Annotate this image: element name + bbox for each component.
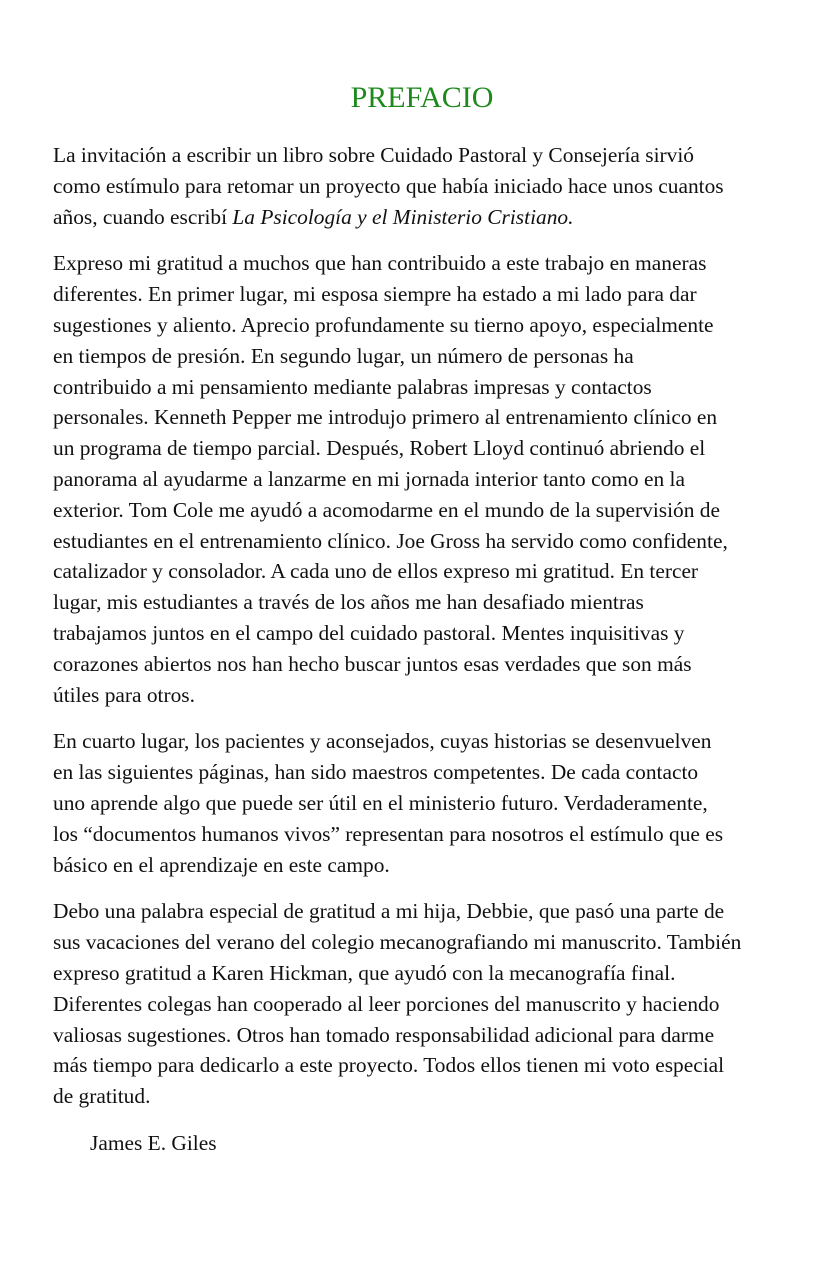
paragraph-2 (53, 248, 791, 710)
text-line: un programa de tiempo parcial. Después, Robert Lloyd continuó abriendo el (53, 436, 706, 461)
paragraph-1 (53, 140, 791, 232)
text-line: los “documentos humanos vivos” representan para nosotros el estímulo que es (53, 821, 724, 846)
text-line: estudiantes en el entrenamiento clínico. Joe Gross ha servido como confidente, (53, 528, 728, 553)
text-line: uno aprende algo que puede ser útil en el ministerio futuro. Verdaderamente, (53, 790, 708, 815)
paragraph-4 (53, 896, 791, 1112)
text-line: sus vacaciones del verano del colegio mecanografiando mi manuscrito. También (53, 930, 742, 955)
text-line: más tiempo para dedicarlo a este proyecto. Todos ellos tienen mi voto especial (53, 1053, 725, 1078)
text-line: en las siguientes páginas, han sido maestros competentes. De cada contacto (53, 760, 699, 785)
text-line: trabajamos juntos en el campo del cuidado pastoral. Mentes inquisitivas y (53, 620, 685, 645)
text-line: Expreso mi gratitud a muchos que han contribuido a este trabajo en maneras (53, 251, 707, 276)
text-line: Debo una palabra especial de gratitud a mi hija, Debbie, que pasó una parte de (53, 899, 725, 924)
text-line: exterior. Tom Cole me ayudó a acomodarme en el mundo de la supervisión de (53, 497, 720, 522)
text-line: panorama al ayudarme a lanzarme en mi jornada interior tanto como en la (53, 466, 685, 491)
text-line: La invitación a escribir un libro sobre Cuidado Pastoral y Consejería sirvió (53, 143, 694, 167)
text-line: personales. Kenneth Pepper me introdujo primero al entrenamiento clínico en (53, 405, 718, 430)
text-line: útiles para otros. (53, 682, 195, 707)
text-line: como estímulo para retomar un proyecto que había iniciado hace unos cuantos (53, 173, 724, 198)
author-signature: James E. Giles (90, 1130, 217, 1155)
text-line: diferentes. En primer lugar, mi esposa siempre ha estado a mi lado para dar (53, 282, 697, 307)
text-line: En cuarto lugar, los pacientes y aconsejados, cuyas historias se desenvuelven (53, 729, 712, 754)
text-line: catalizador y consolador. A cada uno de ellos expreso mi gratitud. En tercer (53, 559, 699, 584)
text-line: sugestiones y aliento. Aprecio profundamente su tierno apoyo, especialmente (53, 312, 714, 337)
text-line: contribuido a mi pensamiento mediante palabras impresas y contactos (53, 374, 652, 399)
text-line: lugar, mis estudiantes a través de los años me han desafiado mientras (53, 590, 644, 615)
text-line: valiosas sugestiones. Otros han tomado responsabilidad adicional para darme (53, 1022, 715, 1047)
text-line: corazones abiertos nos han hecho buscar juntos esas verdades que son más (53, 651, 692, 676)
paragraph-3 (53, 726, 791, 880)
book-title: La Psicología y el Ministerio Cristiano. (232, 204, 574, 229)
text-line-segment: años, cuando escribí (53, 204, 233, 229)
text-line: Diferentes colegas han cooperado al leer porciones del manuscrito y haciendo (53, 991, 720, 1016)
page-title: PREFACIO (350, 81, 494, 114)
text-line: expreso gratitud a Karen Hickman, que ayudó con la mecanografía final. (53, 960, 676, 985)
text-line: de gratitud. (53, 1084, 151, 1109)
text-line: básico en el aprendizaje en este campo. (53, 852, 390, 877)
text-line (53, 202, 791, 233)
text-line: en tiempos de presión. En segundo lugar, un número de personas ha (53, 343, 634, 368)
